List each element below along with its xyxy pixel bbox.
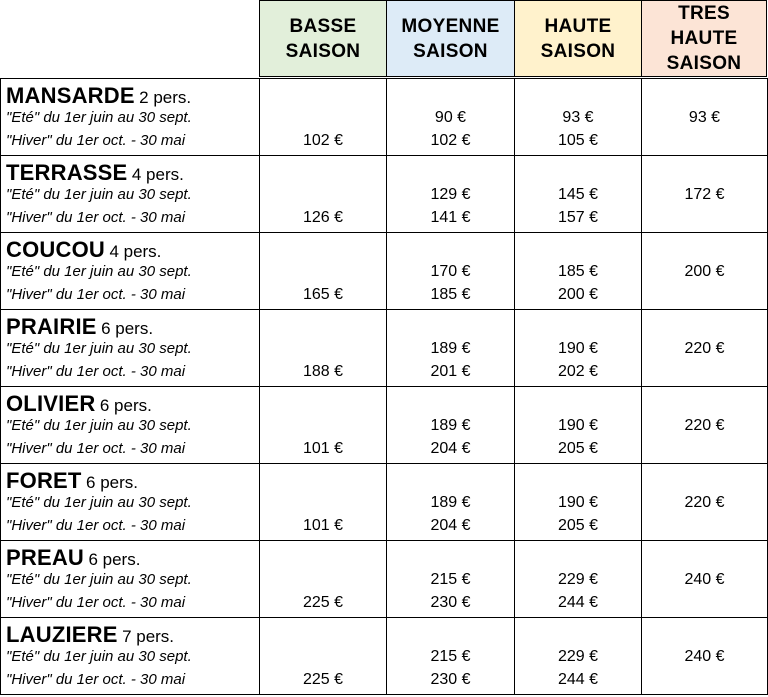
price-moyenne-hiver: 141 € (430, 209, 471, 226)
room-cell (0, 309, 260, 387)
price-haute-ete: 190 € (557, 494, 599, 511)
moyenne-saison-cell (386, 155, 515, 233)
price-basse: 101 € (302, 440, 344, 457)
tres-haute-saison-cell (641, 78, 768, 156)
price-moyenne-ete: 129 € (430, 186, 471, 203)
table-row (0, 618, 768, 696)
basse-saison-cell (259, 309, 387, 387)
basse-saison-cell (259, 540, 387, 618)
price-moyenne-ete: 215 € (430, 571, 471, 588)
moyenne-saison-cell (386, 540, 515, 618)
header-line: SAISON (666, 53, 742, 74)
season-ete-label: "Eté" du 1er juin au 30 sept. (6, 571, 192, 588)
tres-haute-saison-cell (641, 232, 768, 310)
room-capacity: 7 pers. (122, 627, 175, 646)
price-haute-ete: 190 € (557, 417, 599, 434)
price-tres-haute: 240 € (684, 648, 725, 665)
haute-saison-cell (514, 540, 642, 618)
season-ete-label: "Eté" du 1er juin au 30 sept. (6, 263, 192, 280)
price-haute-ete: 229 € (557, 571, 599, 588)
basse-saison-cell (259, 78, 387, 156)
season-ete-label: "Eté" du 1er juin au 30 sept. (6, 186, 192, 203)
price-basse: 188 € (302, 363, 344, 380)
price-moyenne-hiver: 230 € (430, 671, 471, 688)
moyenne-saison-cell (386, 386, 515, 464)
price-moyenne-ete: 90 € (434, 109, 467, 126)
room-cell (0, 617, 260, 695)
season-ete-label: "Eté" du 1er juin au 30 sept. (6, 648, 192, 665)
season-hiver-label: "Hiver" du 1er oct. - 30 mai (6, 440, 186, 457)
room-name: PRAIRIE (6, 314, 97, 339)
moyenne-saison-cell (386, 617, 515, 695)
room-capacity: 2 pers. (139, 88, 192, 107)
price-moyenne-ete: 189 € (430, 417, 471, 434)
room-cell (0, 232, 260, 310)
room-title (6, 237, 161, 263)
price-tres-haute: 220 € (684, 340, 725, 357)
tres-haute-saison-cell (641, 386, 768, 464)
season-ete-label: "Eté" du 1er juin au 30 sept. (6, 340, 192, 357)
basse-saison-cell (259, 155, 387, 233)
price-haute-ete: 190 € (557, 340, 599, 357)
moyenne-saison-cell (386, 232, 515, 310)
haute-saison-cell (514, 78, 642, 156)
room-capacity: 4 pers. (109, 242, 162, 261)
table-row (0, 464, 768, 542)
header-line: BASSE (289, 15, 357, 37)
header-line: SAISON (413, 40, 488, 62)
season-hiver-label: "Hiver" du 1er oct. - 30 mai (6, 132, 186, 149)
price-tres-haute: 172 € (684, 186, 725, 203)
price-haute-hiver: 244 € (557, 671, 599, 688)
tres-haute-saison-cell (641, 155, 768, 233)
price-moyenne-hiver: 204 € (430, 440, 471, 457)
price-haute-ete: 185 € (557, 263, 599, 280)
header-basse-saison (259, 0, 387, 77)
header-line: TRES (678, 3, 730, 24)
season-hiver-label: "Hiver" du 1er oct. - 30 mai (6, 286, 186, 303)
basse-saison-cell (259, 463, 387, 541)
room-capacity: 6 pers. (99, 396, 152, 415)
table-row (0, 79, 768, 157)
moyenne-saison-cell (386, 78, 515, 156)
haute-saison-cell (514, 386, 642, 464)
table-row (0, 156, 768, 234)
room-capacity: 6 pers. (101, 319, 154, 338)
header-line: SAISON (285, 40, 361, 62)
header-haute-saison (514, 0, 642, 77)
header-moyenne-saison (386, 0, 515, 77)
price-basse: 126 € (302, 209, 344, 226)
table-row (0, 387, 768, 465)
room-title (6, 468, 138, 494)
room-title (6, 160, 184, 186)
price-haute-hiver: 202 € (557, 363, 599, 380)
price-haute-hiver: 244 € (557, 594, 599, 611)
room-name: LAUZIERE (6, 622, 118, 647)
basse-saison-cell (259, 386, 387, 464)
price-basse: 225 € (302, 594, 344, 611)
header-line: HAUTE (544, 15, 612, 37)
price-haute-hiver: 200 € (557, 286, 599, 303)
room-name: MANSARDE (6, 83, 135, 108)
season-hiver-label: "Hiver" du 1er oct. - 30 mai (6, 209, 186, 226)
price-moyenne-ete: 189 € (430, 340, 471, 357)
room-title (6, 83, 191, 109)
price-moyenne-hiver: 204 € (430, 517, 471, 534)
season-ete-label: "Eté" du 1er juin au 30 sept. (6, 417, 192, 434)
room-cell (0, 386, 260, 464)
room-cell (0, 155, 260, 233)
room-title (6, 545, 140, 571)
price-basse: 101 € (302, 517, 344, 534)
price-moyenne-ete: 215 € (430, 648, 471, 665)
room-title (6, 314, 153, 340)
price-tres-haute: 220 € (684, 494, 725, 511)
room-name: COUCOU (6, 237, 105, 262)
haute-saison-cell (514, 309, 642, 387)
price-moyenne-hiver: 230 € (430, 594, 471, 611)
price-tres-haute: 240 € (684, 571, 725, 588)
tres-haute-saison-cell (641, 540, 768, 618)
price-basse: 225 € (302, 671, 344, 688)
price-moyenne-hiver: 185 € (430, 286, 471, 303)
tres-haute-saison-cell (641, 617, 768, 695)
header-line: SAISON (540, 40, 616, 62)
price-haute-hiver: 105 € (557, 132, 599, 149)
room-capacity: 6 pers. (86, 473, 138, 492)
room-cell (0, 463, 260, 541)
tres-haute-saison-cell (641, 463, 768, 541)
season-hiver-label: "Hiver" du 1er oct. - 30 mai (6, 363, 186, 380)
header-line: HAUTE (670, 28, 738, 49)
price-haute-hiver: 205 € (557, 440, 599, 457)
tres-haute-saison-cell (641, 309, 768, 387)
moyenne-saison-cell (386, 463, 515, 541)
season-hiver-label: "Hiver" du 1er oct. - 30 mai (6, 517, 186, 534)
room-name: PREAU (6, 545, 85, 570)
season-ete-label: "Eté" du 1er juin au 30 sept. (6, 494, 192, 511)
price-haute-ete: 93 € (562, 109, 594, 126)
header-tres-haute-saison (641, 0, 767, 77)
price-tres-haute: 220 € (684, 417, 725, 434)
season-hiver-label: "Hiver" du 1er oct. - 30 mai (6, 594, 186, 611)
haute-saison-cell (514, 155, 642, 233)
room-capacity: 6 pers. (88, 550, 141, 569)
room-cell (0, 78, 260, 156)
room-capacity: 4 pers. (131, 165, 184, 184)
haute-saison-cell (514, 232, 642, 310)
room-name: FORET (6, 468, 82, 493)
price-moyenne-hiver: 102 € (430, 132, 471, 149)
price-basse: 102 € (302, 132, 344, 149)
room-name: OLIVIER (6, 391, 96, 416)
price-tres-haute: 93 € (688, 109, 721, 126)
price-haute-hiver: 205 € (557, 517, 599, 534)
season-ete-label: "Eté" du 1er juin au 30 sept. (6, 109, 192, 126)
price-haute-ete: 229 € (557, 648, 599, 665)
price-haute-ete: 145 € (557, 186, 599, 203)
price-basse: 165 € (302, 286, 344, 303)
room-cell (0, 540, 260, 618)
room-title (6, 622, 174, 648)
price-tres-haute: 200 € (684, 263, 725, 280)
price-moyenne-hiver: 201 € (430, 363, 471, 380)
table-row (0, 310, 768, 388)
room-title (6, 391, 152, 417)
haute-saison-cell (514, 617, 642, 695)
price-haute-hiver: 157 € (557, 209, 599, 226)
basse-saison-cell (259, 617, 387, 695)
basse-saison-cell (259, 232, 387, 310)
haute-saison-cell (514, 463, 642, 541)
season-hiver-label: "Hiver" du 1er oct. - 30 mai (6, 671, 186, 688)
price-moyenne-ete: 170 € (430, 263, 471, 280)
price-moyenne-ete: 189 € (430, 494, 471, 511)
moyenne-saison-cell (386, 309, 515, 387)
room-name: TERRASSE (6, 160, 128, 185)
table-row (0, 541, 768, 619)
table-row (0, 233, 768, 311)
header-line: MOYENNE (401, 15, 500, 37)
